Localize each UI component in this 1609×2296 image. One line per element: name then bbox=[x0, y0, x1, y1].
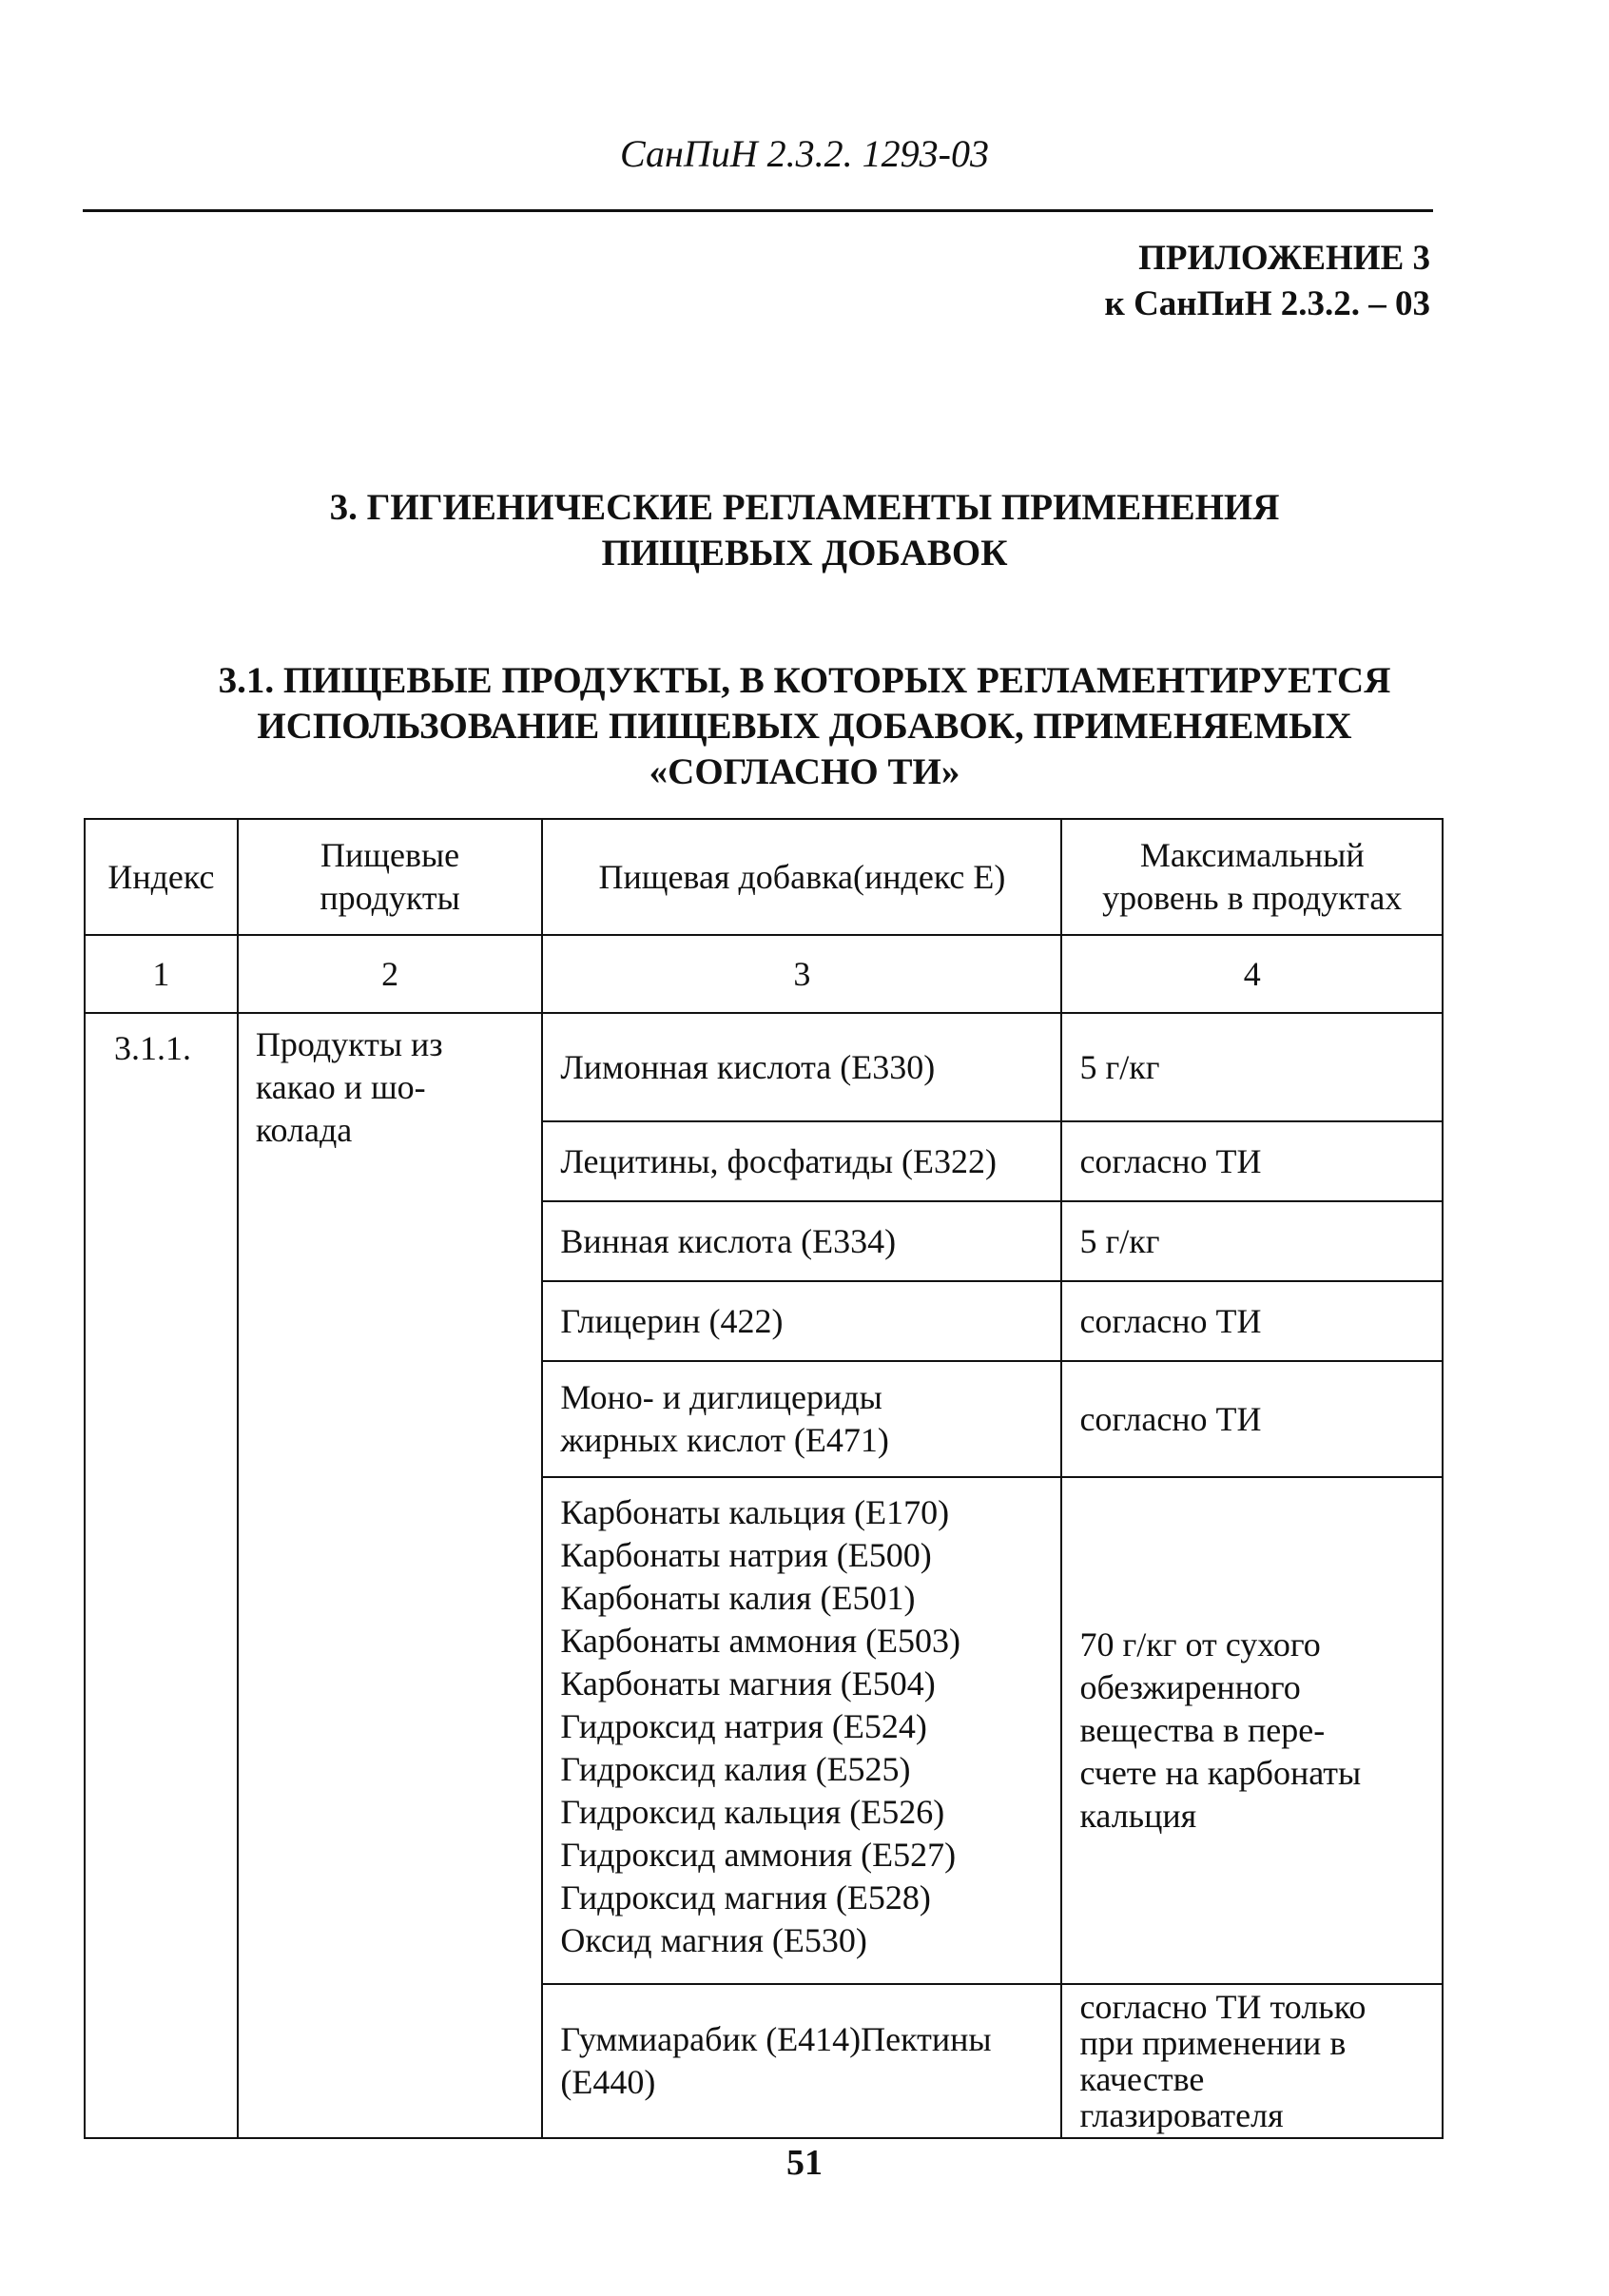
group-product-line-2: какао и шо- bbox=[255, 1068, 426, 1106]
additive-line: (Е440) bbox=[560, 2063, 656, 2101]
additive-line: Карбонаты калия (Е501) bbox=[560, 1579, 916, 1617]
additive-line: Гидроксид кальция (Е526) bbox=[560, 1793, 945, 1831]
column-number-2: 2 bbox=[238, 935, 543, 1013]
additive-line: Карбонаты магния (Е504) bbox=[560, 1664, 936, 1703]
section-3-1-title bbox=[0, 658, 1609, 795]
group-product bbox=[238, 1013, 543, 2138]
level-line: качестве bbox=[1079, 2060, 1205, 2098]
group-product-line-3: колада bbox=[255, 1111, 353, 1149]
additive-line: Карбонаты кальция (Е170) bbox=[560, 1493, 950, 1531]
page-number: 51 bbox=[786, 2143, 823, 2183]
level-cell: 5 г/кг bbox=[1061, 1201, 1443, 1281]
header-additive: Пищевая добавка(индекс Е) bbox=[542, 819, 1061, 935]
additive-cell bbox=[542, 1477, 1061, 1984]
level-cell: согласно ТИ bbox=[1061, 1121, 1443, 1201]
additive-cell bbox=[542, 1361, 1061, 1477]
additive-line: Гидроксид натрия (Е524) bbox=[560, 1707, 927, 1745]
additive-line: Гидроксид аммония (Е527) bbox=[560, 1836, 957, 1874]
level-line: кальция bbox=[1079, 1797, 1197, 1835]
appendix-line-2: к СанПиН 2.3.2. – 03 bbox=[1104, 284, 1430, 323]
additive-line: Гидроксид магния (Е528) bbox=[560, 1878, 931, 1917]
level-line: согласно ТИ только bbox=[1079, 1988, 1367, 2026]
additive-line: Карбонаты аммония (Е503) bbox=[560, 1622, 961, 1660]
header-divider bbox=[83, 209, 1433, 212]
appendix-line-1: ПРИЛОЖЕНИЕ 3 bbox=[1138, 239, 1430, 278]
level-cell bbox=[1061, 1477, 1443, 1984]
section-3-title bbox=[0, 485, 1609, 576]
section-3-title-line-2: ПИЩЕВЫХ ДОБАВОК bbox=[601, 533, 1008, 574]
section-3-1-title-line-2: ИСПОЛЬЗОВАНИЕ ПИЩЕВЫХ ДОБАВОК, ПРИМЕНЯЕМЫХ bbox=[257, 706, 1352, 747]
header-products-line-1: Пищевые bbox=[320, 836, 460, 874]
additive-cell bbox=[542, 1984, 1061, 2138]
section-3-1-title-line-1: 3.1. ПИЩЕВЫЕ ПРОДУКТЫ, В КОТОРЫХ РЕГЛАМЕНТИРУЕТСЯ bbox=[218, 660, 1391, 701]
level-line: обезжиренного bbox=[1079, 1668, 1301, 1706]
level-line: 70 г/кг от сухого bbox=[1079, 1625, 1321, 1664]
table-row bbox=[85, 1013, 1443, 1121]
level-line: вещества в пере- bbox=[1079, 1711, 1326, 1749]
table-header-row bbox=[85, 819, 1443, 935]
additive-line: Карбонаты натрия (Е500) bbox=[560, 1536, 932, 1574]
additive-cell: Лимонная кислота (Е330) bbox=[542, 1013, 1061, 1121]
header-index: Индекс bbox=[85, 819, 238, 935]
level-line: глазирователя bbox=[1079, 2096, 1284, 2134]
section-3-1-title-line-3: «СОГЛАСНО ТИ» bbox=[649, 751, 960, 792]
group-product-line-1: Продукты из bbox=[255, 1025, 443, 1063]
column-number-4: 4 bbox=[1061, 935, 1443, 1013]
level-cell bbox=[1061, 1984, 1443, 2138]
header-level-line-1: Максимальный bbox=[1139, 836, 1365, 874]
header-level-line-2: уровень в продуктах bbox=[1102, 879, 1403, 917]
column-number-row bbox=[85, 935, 1443, 1013]
level-line: счете на карбонаты bbox=[1079, 1754, 1362, 1792]
header-products bbox=[238, 819, 543, 935]
level-cell: согласно ТИ bbox=[1061, 1361, 1443, 1477]
appendix-label bbox=[1105, 236, 1431, 327]
additive-cell: Винная кислота (Е334) bbox=[542, 1201, 1061, 1281]
group-index: 3.1.1. bbox=[85, 1013, 238, 2138]
header-products-line-2: продукты bbox=[320, 879, 460, 917]
additive-line: Моно- и диглицериды bbox=[560, 1378, 882, 1416]
additive-line: жирных кислот (Е471) bbox=[560, 1421, 889, 1459]
column-number-1: 1 bbox=[85, 935, 238, 1013]
section-3-title-line-1: 3. ГИГИЕНИЧЕСКИЕ РЕГЛАМЕНТЫ ПРИМЕНЕНИЯ bbox=[329, 487, 1280, 528]
level-cell: 5 г/кг bbox=[1061, 1013, 1443, 1121]
additive-line: Гуммиарабик (Е414)Пектины bbox=[560, 2020, 992, 2058]
additive-cell: Глицерин (422) bbox=[542, 1281, 1061, 1361]
additive-cell: Лецитины, фосфатиды (Е322) bbox=[542, 1121, 1061, 1201]
additive-line: Оксид магния (Е530) bbox=[560, 1921, 867, 1959]
running-header: СанПиН 2.3.2. 1293-03 bbox=[620, 132, 989, 175]
column-number-3: 3 bbox=[542, 935, 1061, 1013]
level-line: при применении в bbox=[1079, 2024, 1347, 2062]
regulations-table bbox=[84, 818, 1444, 2139]
header-level bbox=[1061, 819, 1443, 935]
additive-line: Гидроксид калия (Е525) bbox=[560, 1750, 911, 1788]
level-cell: согласно ТИ bbox=[1061, 1281, 1443, 1361]
